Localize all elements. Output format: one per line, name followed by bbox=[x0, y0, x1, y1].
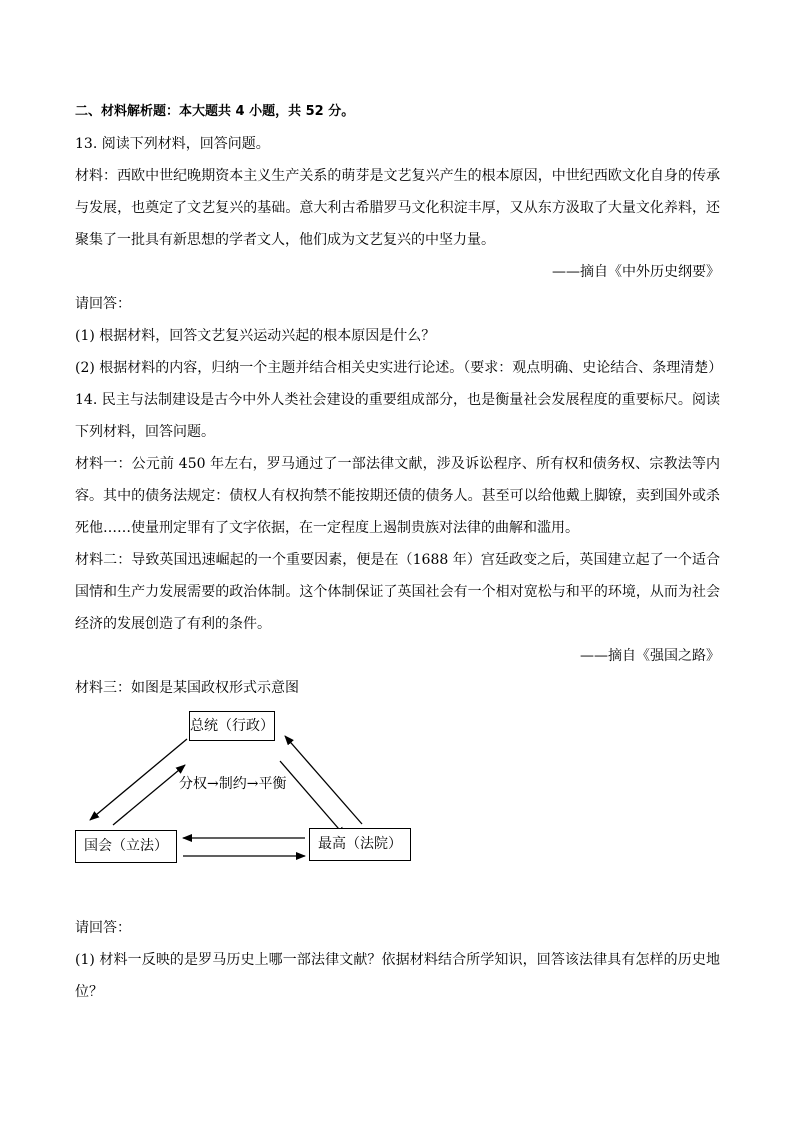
q13-ask: 请回答： bbox=[75, 296, 131, 312]
q13-source: ——摘自《中外历史纲要》 bbox=[552, 264, 720, 280]
arrow-president-to-congress bbox=[90, 739, 187, 820]
section-title: 二、材料解析题：本大题共 4 小题，共 52 分。 bbox=[75, 104, 355, 119]
q14-source2: ——摘自《强国之路》 bbox=[580, 648, 720, 664]
diagram-arrows bbox=[75, 706, 720, 906]
president-box: 总统（行政） bbox=[189, 711, 275, 741]
congress-box: 国会（立法） bbox=[75, 830, 177, 863]
q14-material2: 材料二：导致英国迅速崛起的一个重要因素，便是在（1688 年）宫廷政变之后，英国建立起了一个适合国情和生产力发展需要的政治体制。这个体制保证了英国社会有一个相对宽松与和平的环境，从而为社会经济的发展创造了有利的条件。 bbox=[75, 552, 720, 632]
arrow-congress-to-president bbox=[113, 765, 185, 825]
q14-material1: 材料一：公元前 450 年左右，罗马通过了一部法律文献，涉及诉讼程序、所有权和债务权、宗教法等内容。其中的债务法规定：债权人有权拘禁不能按期还债的债务人。甚至可以给他戴上脚镣，卖到国外或杀死他……使量刑定罪有了文字依据，在一定程度上遏制贵族对法律的曲解和滥用。 bbox=[75, 456, 720, 536]
diagram-center-label: 分权→制约→平衡 bbox=[179, 776, 287, 792]
q13-stem: 13. 阅读下列材料，回答问题。 bbox=[75, 136, 270, 152]
q14-sub1: (1) 材料一反映的是罗马历史上哪一部法律文献？依据材料结合所学知识，回答该法律具有怎样的历史地位？ bbox=[75, 952, 720, 1000]
exam-page bbox=[75, 96, 723, 1008]
q14-stem: 14. 民主与法制建设是古今中外人类社会建设的重要组成部分，也是衡量社会发展程度的重要标尺。阅读下列材料，回答问题。 bbox=[75, 392, 720, 440]
q13-sub1: (1) 根据材料，回答文艺复兴运动兴起的根本原因是什么？ bbox=[75, 328, 436, 344]
court-box: 最高（法院） bbox=[309, 828, 411, 861]
arrow-president-to-court bbox=[280, 761, 345, 836]
q14-ask: 请回答： bbox=[75, 920, 131, 936]
government-diagram bbox=[75, 706, 720, 906]
q14-material3: 材料三：如图是某国政权形式示意图 bbox=[75, 680, 299, 696]
q13-material: 材料：西欧中世纪晚期资本主义生产关系的萌芽是文艺复兴产生的根本原因，中世纪西欧文化自身的传承与发展，也奠定了文艺复兴的基础。意大利古希腊罗马文化积淀丰厚，又从东方汲取了大量文化养料，还聚集了一批具有新思想的学者文人，他们成为文艺复兴的中坚力量。 bbox=[75, 168, 720, 248]
q13-sub2: (2) 根据材料的内容，归纳一个主题并结合相关史实进行论述。（要求：观点明确、史论结合、条理清楚） bbox=[75, 360, 723, 376]
